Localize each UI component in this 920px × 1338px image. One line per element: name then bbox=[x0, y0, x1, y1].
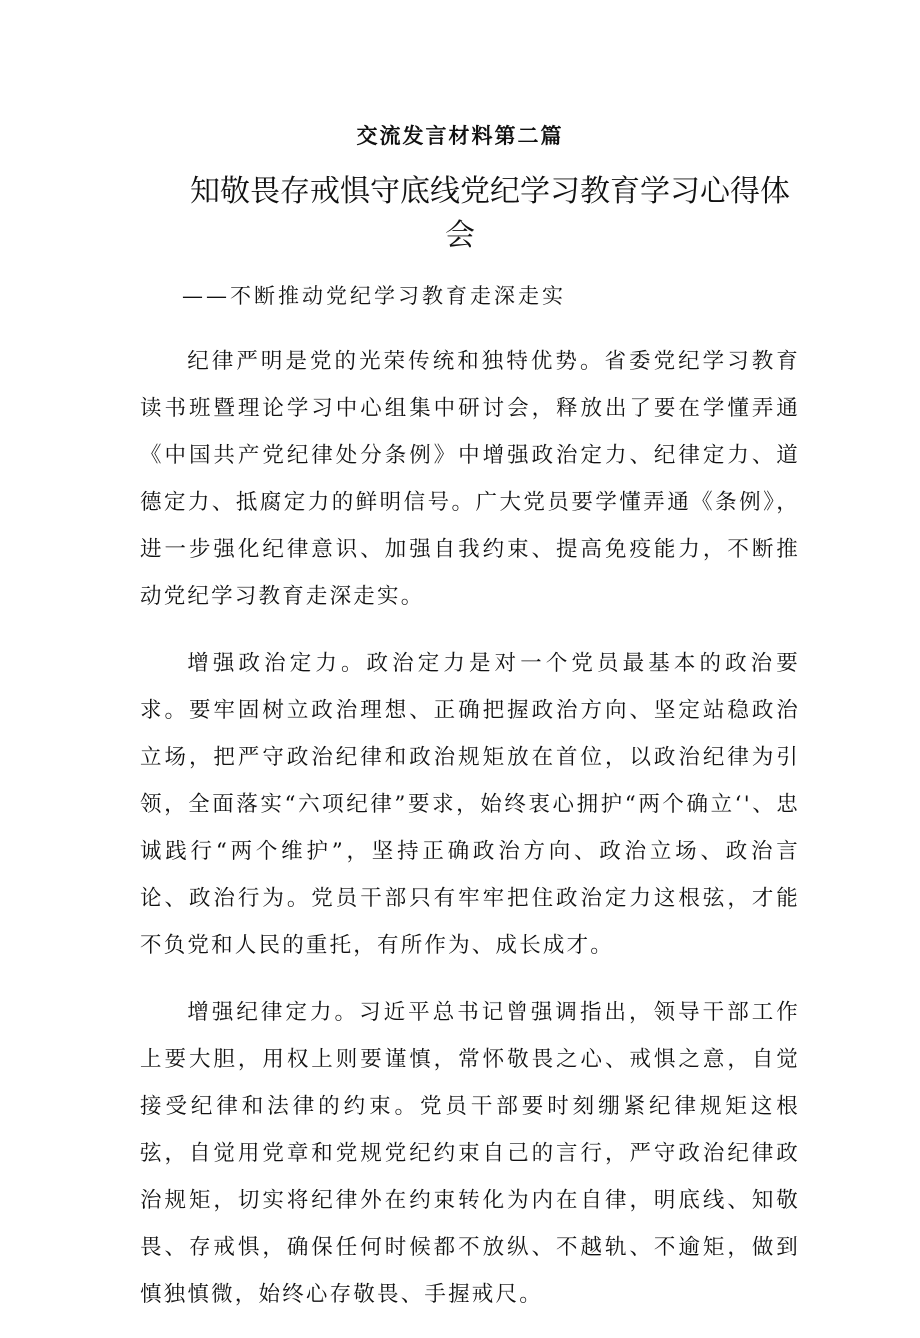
paragraph-political: 增强政治定力。政治定力是对一个党员最基本的政治要求。要牢固树立政治理想、正确把握政治方向、坚定站稳政治立场，把严守政治纪律和政治规矩放在首位，以政治纪律为引领，全面落实“六项纪律”要求，始终衷心拥护“两个确立‘'、忠诚践行“两个维护”，坚持正确政治方向、政治立场、政治言论、政治行为。党员干部只有牢牢把住政治定力这根弦，才能不负党和人民的重托，有所作为、成长成才。 bbox=[140, 651, 800, 958]
paragraph-discipline: 增强纪律定力。习近平总书记曾强调指出，领导干部工作上要大胆，用权上则要谨慎，常怀敬畏之心、戒惧之意，自觉接受纪律和法律的约束。党员干部要时刻绷紧纪律规矩这根弦，自觉用党章和党规党纪约束自己的言行，严守政治纪律政治规矩，切实将纪律外在约束转化为内在自律，明底线、知敬畏、存戒惧，确保任何时候都不放纵、不越轨、不逾矩，做到慎独慎微，始终心存敬畏、手握戒尺。 bbox=[140, 1000, 800, 1307]
document-heading: 交流发言材料第二篇 bbox=[356, 123, 564, 148]
document-subtitle: ——不断推动党纪学习教育走深走实 bbox=[182, 284, 566, 308]
title-line-1: 知敬畏存戒惧守底线党纪学习教育学习心得体 bbox=[190, 174, 790, 209]
document-body bbox=[140, 338, 800, 1338]
document-title bbox=[190, 170, 790, 258]
paragraph-intro: 纪律严明是党的光荣传统和独特优势。省委党纪学习教育读书班暨理论学习中心组集中研讨会，释放出了要在学懂弄通《中国共产党纪律处分条例》中增强政治定力、纪律定力、道德定力、抵腐定力的鲜明信号。广大党员要学懂弄通《条例》，进一步强化纪律意识、加强自我约束、提高免疫能力，不断推动党纪学习教育走深走实。 bbox=[140, 349, 800, 609]
title-line-2: 会 bbox=[445, 218, 475, 253]
